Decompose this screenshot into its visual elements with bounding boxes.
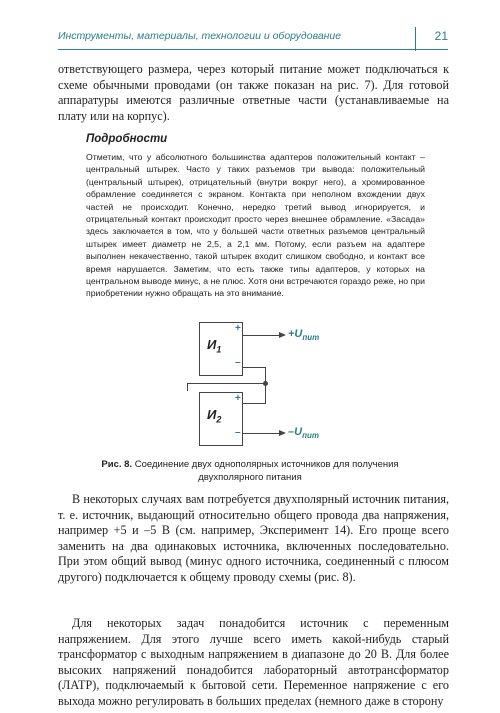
header-divider bbox=[415, 27, 416, 51]
minus-output-wire bbox=[242, 433, 280, 434]
box-1-plus-sign: + bbox=[235, 323, 241, 334]
header-title: Инструменты, материалы, технологии и оборудование bbox=[58, 30, 342, 42]
running-header bbox=[58, 27, 448, 49]
minus-supply-label: $-U_{пит}$ bbox=[288, 426, 319, 441]
plus-output-arrow bbox=[279, 332, 286, 338]
plus-output-wire bbox=[242, 335, 280, 336]
box-2-plus-sign: + bbox=[235, 393, 241, 404]
source-box-1-label: $И_1$ bbox=[207, 337, 222, 355]
paragraph-bipolar-supply: В некоторых случаях вам потребуется двухполярный источник питания, т. е. источник, выдающий относительно общего провода два напряжения, например +5 и –5 В (см. например, Эксперимент 14). Его проще всего заменить на два одинаковых источника, включенных последовательно. При этом общий вывод (минус одного источника, соединенный с плюсом другого) подключается к общему проводу схемы (рис. 8). bbox=[58, 492, 449, 584]
ground-drop-wire bbox=[187, 383, 188, 391]
figure-caption bbox=[100, 459, 400, 484]
box-2-minus-sign: – bbox=[235, 427, 241, 438]
box-1-minus-sign: – bbox=[235, 357, 241, 368]
caption-text: Соединение двух однополярных источников для получения двухполярного питания bbox=[134, 459, 399, 483]
box-1-minus-wire bbox=[242, 367, 266, 368]
paragraph-intro: ответствующего размера, через который питание может подключаться к схеме обычными проводами (он также показан на рис. 7). Для готовой аппаратуры имеются различные ответные части (устанавливаемые на плату или на корпус). bbox=[58, 62, 449, 123]
sidebar-text: Отметим, что у абсолютного большинства адаптеров положительный контакт – центральный штырек. Часто у таких разъемов три вывода: положительный (центральный штырек), отрицательный (внутри вокруг него), а хромированное обрамление соединяется с экраном. Контакта при неполном вхождении двух частей не происходит. Конечно, нередко третий вывод игнорируется, и отрицательный контакт происходит просто через внешнее обрамление. «Засада» здесь заключается в том, что у большей части ответных разъемов центральный штырек имеет диаметр не 2,5, а 2,1 мм. Потому, если разъем на адаптере выполнен некачественно, такой штырек входит слишком свободно, и контакт все время нарушается. Заметим, что есть также типы адаптеров, у которых на центральном выводе минус, а не плюс. Хотя они встречаются гораздо реже, но при приобретении нужно обращать на это внимание. bbox=[86, 152, 425, 299]
sidebar-title: Подробности bbox=[86, 133, 168, 145]
source-box-2-label: $И_2$ bbox=[207, 407, 222, 425]
caption-label: Рис. 8. bbox=[101, 459, 133, 470]
box-2-plus-wire bbox=[242, 403, 266, 404]
plus-supply-label: $+U_{пит}$ bbox=[288, 328, 320, 343]
figure-circuit-diagram bbox=[177, 319, 327, 449]
common-ground-wire bbox=[187, 383, 265, 384]
page-number: 21 bbox=[434, 29, 448, 43]
header-rule bbox=[58, 49, 448, 50]
paragraph-ac-supply: Для некоторых задач понадобится источник с переменным напряжением. Для этого лучше всего иметь какой-нибудь старый трансформатор с выходным напряжением в диапазоне до 20 В. Для более высоких напряжений понадобится лабораторный автотрансформатор (ЛАТР), подключаемый к бытовой сети. Переменное напряжение с его выхода можно регулировать в больших пределах (немного даже в сторону bbox=[58, 616, 449, 708]
minus-output-arrow bbox=[279, 430, 286, 436]
